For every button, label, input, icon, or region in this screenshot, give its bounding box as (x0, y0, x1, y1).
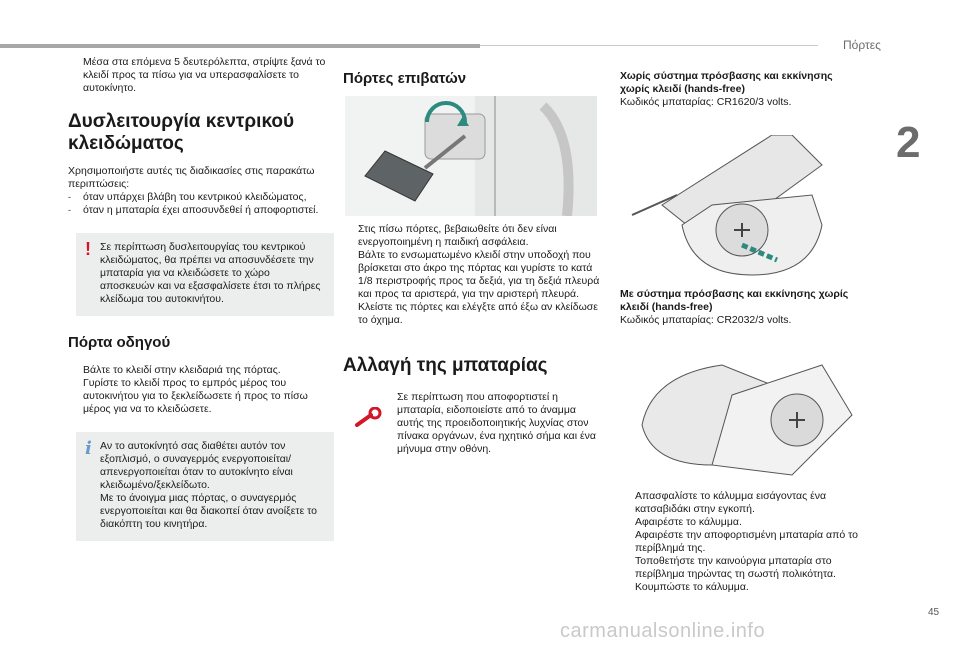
list-item: Απασφαλίστε το κάλυμμα εισάγοντας ένα κατσαβιδάκι στην εγκοπή. (620, 490, 860, 516)
bullet-icon (620, 581, 629, 594)
handsfree-battery-code: Κωδικός μπαταρίας: CR2032/3 volts. (620, 314, 792, 326)
no-handsfree-heading: Χωρίς σύστημα πρόσβασης και εκκίνησης χωρίς κλειδί (hands-free) (620, 70, 833, 95)
info-icon: i (85, 438, 92, 459)
list-item: Βάλτε το κλειδί στην κλειδαριά της πόρτας. (68, 364, 326, 377)
bullet-icon (343, 223, 352, 249)
column-middle (343, 70, 601, 88)
passenger-doors-heading: Πόρτες επιβατών (343, 70, 467, 87)
driver-door-heading: Πόρτα οδηγού (68, 334, 171, 351)
bullet-icon (68, 56, 77, 95)
failure-heading: Δυσλειτουργία κεντρικού κλειδώματος (68, 111, 295, 154)
bullet-icon (620, 529, 629, 555)
list-item: Αφαιρέστε το κάλυμμα. (620, 516, 860, 529)
warning-icon: ! (85, 239, 91, 259)
door-key-illustration (345, 96, 597, 216)
bullet-icon (620, 490, 629, 516)
door-key-drawing (345, 96, 597, 216)
section-title: Πόρτες (843, 38, 881, 52)
handsfree-section (620, 288, 860, 327)
list-item: - όταν η μπαταρία έχει αποσυνδεθεί ή αποφορτιστεί. (68, 204, 319, 216)
passenger-steps (343, 223, 601, 456)
bullet-icon (620, 516, 629, 529)
no-handsfree-battery-code: Κωδικός μπαταρίας: CR1620/3 volts. (620, 96, 792, 108)
list-item: Γυρίστε το κλειδί προς το εμπρός μέρος του αυτοκινήτου για το ξεκλείδωσετε ή προς το πίσω μέρος για να το κλειδώσετε. (68, 377, 326, 416)
watermark: carmanualsonline.info (560, 620, 766, 642)
list-item: Αφαιρέστε την αποφορτισμένη μπαταρία από το περίβλημά της. (620, 529, 860, 555)
bullet-icon (620, 555, 629, 581)
header-rule (480, 45, 818, 46)
smart-key-drawing (622, 355, 858, 480)
wrench-icon (353, 407, 385, 429)
bullet-icon (343, 301, 352, 327)
column-left (68, 56, 326, 541)
handsfree-heading: Με σύστημα πρόσβασης και εκκίνησης χωρίς κλειδί (hands-free) (620, 288, 849, 313)
chapter-number: 2 (896, 118, 921, 167)
info-note: i Αν το αυτοκίνητό σας διαθέτει αυτόν τον εξοπλισμό, ο συναγερμός ενεργοποιείται/απενεργοποιείται όταν το αυτοκίνητο είναι κλειδωμένο/ξεκλείδωτο. Με το άνοιγμα μιας πόρτας, ο συναγερμός ενεργοποιείται και θα διακοπεί όταν ανοίξετε το διακόπτη του κινητήρα. (76, 432, 334, 541)
battery-heading: Αλλαγή της μπαταρίας (343, 355, 548, 376)
warning-note: ! Σε περίπτωση δυσλειτουργίας του κεντρικού κλειδώματος, θα πρέπει να αποσυνδέσετε την μπαταρία για να κλειδώσετε το χώρο αποσκευών και να εξασφαλίσετε έτσι το πλήρες κλείδωμα του αυτοκινήτου. (76, 233, 334, 316)
list-item: Τοποθετήστε την καινούργια μπαταρία στο περίβλημα τηρώντας τη σωστή πολικότητα. (620, 555, 860, 581)
bullet-icon (68, 364, 77, 377)
list-item: Βάλτε το ενσωματωμένο κλειδί στην υποδοχή που βρίσκεται στο άκρο της πόρτας και γυρίστε το κατά 1/8 περιστροφής προς τα δεξιά, για τη δεξιά πλευρά και προς τα αριστερά, για την αριστερή πλευρά. (343, 249, 601, 301)
bullet-icon (343, 249, 352, 301)
column-right (620, 70, 860, 109)
bullet-icon (68, 377, 77, 416)
list-item: - όταν υπάρχει βλάβη του κεντρικού κλειδώματος, (68, 191, 307, 203)
smart-key-illustration (622, 355, 858, 480)
battery-steps (620, 490, 860, 594)
failure-text: Χρησιμοποιήστε αυτές τις διαδικασίες στις παρακάτω περιπτώσεις: (68, 165, 315, 190)
list-item: Κουμπώστε το κάλυμμα. (620, 581, 860, 594)
list-item: Στις πίσω πόρτες, βεβαιωθείτε ότι δεν είναι ενεργοποιημένη η παιδική ασφάλεια. (343, 223, 601, 249)
page-number: 45 (928, 607, 940, 618)
list-item: Κλείστε τις πόρτες και ελέγξτε από έξω αν κλείδωσε το όχημα. (343, 301, 601, 327)
list-item: Μέσα στα επόμενα 5 δευτερόλεπτα, στρίψτε ξανά το κλειδί προς τα πίσω για να υπερασφαλίσετε το αυτοκίνητο. (68, 56, 326, 95)
header-bar (0, 44, 480, 48)
remote-key-drawing (622, 135, 858, 280)
remote-key-illustration (622, 135, 858, 280)
battery-warning-text: Σε περίπτωση που αποφορτιστεί η μπαταρία, ειδοποιείστε από το άναμμα αυτής της προειδοποιητικής λυχνίας στον πίνακα οργάνων, ένα ηχητικό σήμα και ένα μήνυμα στην οθόνη. (397, 391, 596, 455)
